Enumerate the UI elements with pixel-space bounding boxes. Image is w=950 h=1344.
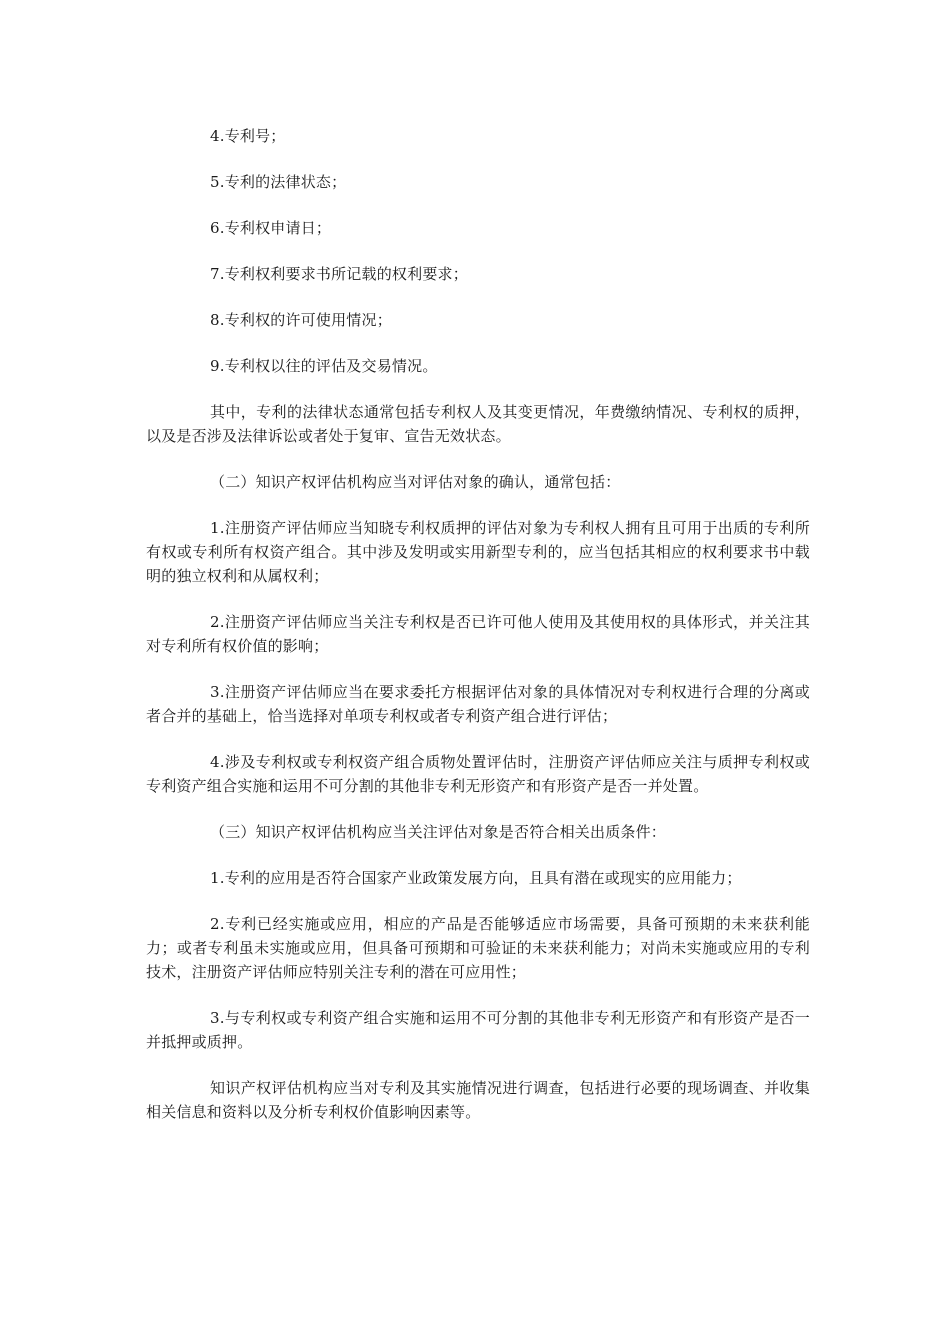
list-item-condition-1: 1.专利的应用是否符合国家产业政策发展方向，且具有潜在或现实的应用能力；: [210, 869, 742, 887]
paragraph-investigation: 知识产权评估机构应当对专利及其实施情况进行调查，包括进行必要的现场调查、并收集相关信息和资料以及分析专利权价值影响因素等。: [146, 1079, 810, 1121]
list-item-confirmation-4: 4.涉及专利权或专利权资产组合质物处置评估时，注册资产评估师应关注与质押专利权或专利资产组合实施和运用不可分割的其他非专利无形资产和有形资产是否一并处置。: [146, 753, 810, 795]
list-item-confirmation-2: 2.注册资产评估师应当关注专利权是否已许可他人使用及其使用权的具体形式，并关注其对专利所有权价值的影响；: [146, 613, 810, 655]
list-item-confirmation-1: 1.注册资产评估师应当知晓专利权质押的评估对象为专利权人拥有且可用于出质的专利所有权或专利所有权资产组合。其中涉及发明或实用新型专利的，应当包括其相应的权利要求书中载明的独立权利和从属权利；: [146, 519, 810, 585]
list-item-past-valuation: 9.专利权以往的评估及交易情况。: [210, 357, 438, 375]
section-heading-pledge-conditions: （三）知识产权评估机构应当关注评估对象是否符合相关出质条件：: [210, 823, 667, 841]
document-body: [146, 124, 810, 1146]
list-item-license-usage: 8.专利权的许可使用情况；: [210, 311, 392, 329]
list-item-claims: 7.专利权利要求书所记载的权利要求；: [210, 265, 468, 283]
list-item-patent-number: 4.专利号；: [210, 127, 286, 145]
list-item-legal-status: 5.专利的法律状态；: [210, 173, 347, 191]
paragraph-legal-status-note: 其中，专利的法律状态通常包括专利权人及其变更情况，年费缴纳情况、专利权的质押，以及是否涉及法律诉讼或者处于复审、宣告无效状态。: [146, 403, 810, 445]
list-item-condition-2: 2.专利已经实施或应用，相应的产品是否能够适应市场需要，具备可预期的未来获利能力；或者专利虽未实施或应用，但具备可预期和可验证的未来获利能力；对尚未实施或应用的专利技术，注册资产评估师应特别关注专利的潜在可应用性；: [146, 915, 810, 981]
list-item-confirmation-3: 3.注册资产评估师应当在要求委托方根据评估对象的具体情况对专利权进行合理的分离或者合并的基础上，恰当选择对单项专利权或者专利资产组合进行评估；: [146, 683, 810, 725]
list-item-condition-3: 3.与专利权或专利资产组合实施和运用不可分割的其他非专利无形资产和有形资产是否一并抵押或质押。: [146, 1009, 810, 1051]
section-heading-confirmation: （二）知识产权评估机构应当对评估对象的确认，通常包括：: [210, 473, 621, 491]
list-item-application-date: 6.专利权申请日；: [210, 219, 332, 237]
